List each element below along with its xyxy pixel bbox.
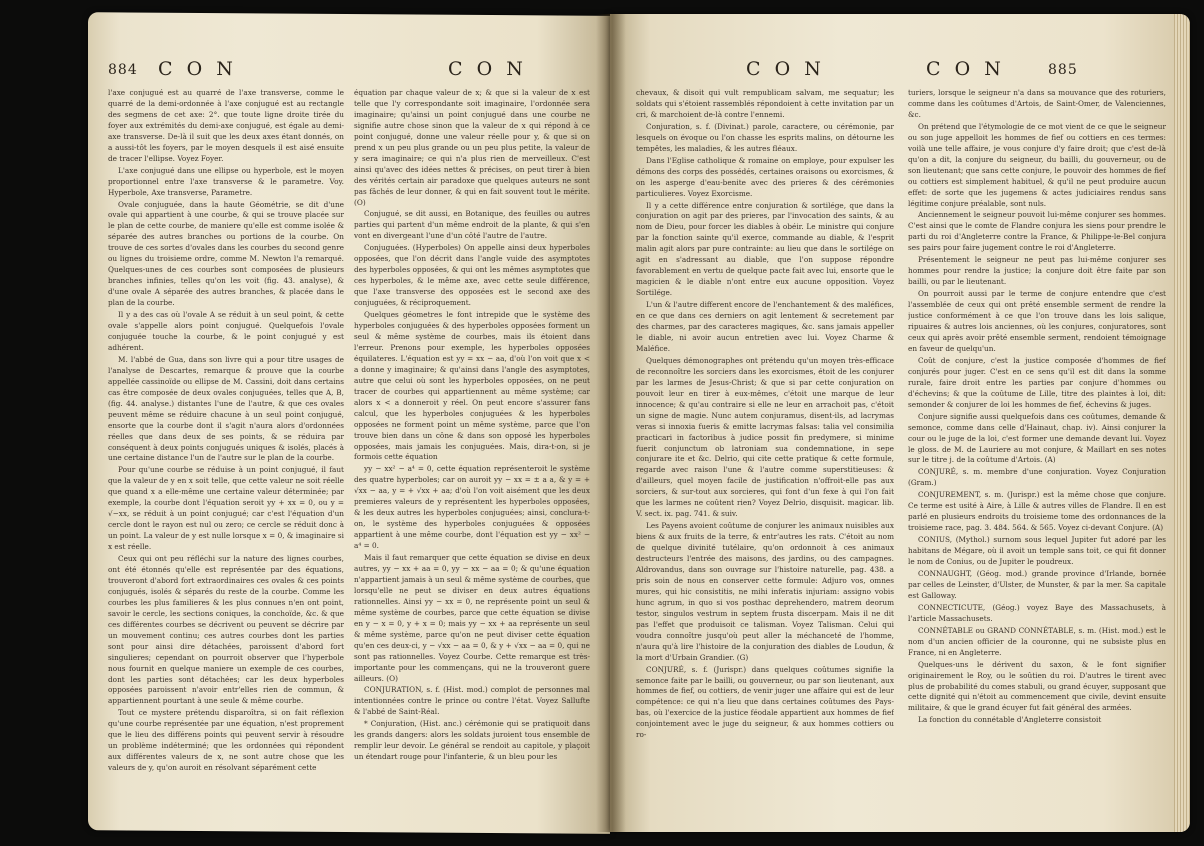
paragraph: turiers, lorsque le seigneur n'a dans sa mouvance que des roturiers, comme dans les coûtumes d'Artois, de Saint-Omer, de Valenciennes, &c. [908, 88, 1166, 119]
paragraph: l'axe conjugué est au quarré de l'axe transverse, comme le quarré de la demi-ordonnée à l'axe conjugué est au rectangle des segmens de cet axe: 2°. que toute ligne droite tirée du foyer aux extrémités du demi-axe conjugué, est égale au demi-axe transverse. De-là il suit que les deux axes étant donnés, on a aussi-tôt les foyers, par le moyen desquels il est aisé ensuite de tracer l'ellipse. Voyez Foyer. [108, 88, 344, 163]
paragraph: Présentement le seigneur ne peut pas lui-même conjurer ses hommes pour rendre la justice; la conjure doit être faite par son bailli, ou par le lieutenant. [908, 255, 1166, 287]
right-header-word-center: C O N [746, 58, 825, 80]
right-page-column-2 [908, 88, 1166, 808]
left-page-column-2 [354, 88, 590, 808]
paragraph: CONNAUGHT, (Géog. mod.) grande province d'Irlande, bornée par celles de Leinster, d'Ulster, de Munster, & par la mer. Sa capitale est Galloway. [908, 568, 1166, 600]
book-gutter [596, 14, 626, 832]
paragraph: Pour qu'une courbe se réduise à un point conjugué, il faut que la valeur de y en x soit telle, que cette valeur ne soit réelle que quand x a elle-même une certaine valeur déterminée; par exemple, la courbe dont l'équation seroit yy + xx = 0, ou y = √−xx, se réduit à un point conjugué; car c'est l'équation d'un cercle dont le rayon est nul ou zero; ce cercle se réduit donc à un point. La valeur de y est nulle lorsque x = 0, & imaginaire si x est réelle. [108, 465, 344, 552]
paragraph: Conjuguées. (Hyperboles) On appelle ainsi deux hyperboles opposées, que l'on décrit dans l'angle vuide des asymptotes des hyperboles opposées, & qui ont les mêmes asymptotes que ces hyperboles, & le même axe, avec cette seule différence, que l'axe transverse des opposées est le second axe des conjuguées, & réciproquement. [354, 243, 590, 308]
left-page-header [108, 58, 590, 80]
right-page-column-1 [636, 88, 894, 808]
right-page-number: 885 [1048, 62, 1078, 78]
paragraph: On pourroit aussi par le terme de conjure entendre que c'est l'assemblée de ceux qui ont prêté ensemble serment de rendre la justice conformément à ce que l'on trouve dans les lois salique, ripuaires & autres lois anciennes, où les conjures, conjuratores, sont ceux qui après avoir prêté ensemble serment, rendoient témoignage en faveur de quelqu'un. [908, 289, 1166, 353]
paragraph: Quelques géometres le font intrepide que le système des hyperboles conjuguées & des hyperboles opposées forment un seul & même système de courbes, mais ils étoient dans l'erreur. Prenons pour exemple, les hyperboles opposées équilateres. L'équation est yy = xx − aa, d'où l'on voit que x < a donne y imaginaire; & qu'ainsi dans l'angle des asymptotes, autre que celui où sont les hyperboles opposées, on ne peut tracer de courbes qui appartiennent au même système; car alors x < a donneroit y réel. On peut encore s'assurer fans calcul, que les hyperboles conjuguées & les hyperboles opposées ne forment point un même système, parce que l'on trouve bien dans un cône & dans son opposé les hyperboles opposées, mais jamais les conjuguées. Mais, dira-t-on, si je formois cette équation [354, 310, 590, 462]
paragraph: Il y a des cas où l'ovale A se réduit à un seul point, & cette ovale s'appelle alors point conjugué. Quelquefois l'ovale conjuguée touche la courbe, & le point conjugué y est adhérent. [108, 310, 344, 352]
paragraph: CONJURÉ, s. f. (Jurispr.) dans quelques coûtumes signifie la semonce faite par le bailli, ou gouverneur, ou par son lieutenant, aux hommes de fief, ou cottiers, de venir juger une affaire qui est de leur compétence: ce qui n'a lieu que dans certaines coûtumes des Pays-bas, où l'exercice de la justice féodale appartient aux hommes de fief conjointement avec le juge du seigneur, & aux hommes cottiers ou ro- [636, 664, 894, 740]
paragraph: chevaux, & disoit qui vult rempublicam salvam, me sequatur; les soldats qui s'étoient rassemblés répondoient à cette invitation par un cri, & marchoient de-là contre l'ennemi. [636, 88, 894, 119]
paragraph: équation par chaque valeur de x; & que si la valeur de x est telle que l'y correspondante soit imaginaire, l'ordonnée sera imaginaire; qu'ainsi un point conjugué dans une courbe ne signifie autre chose sinon que la valeur de x qui répond à ce point conjugué, donne une valeur réelle pour y, & que si on prend x un peu plus grande ou un peu plus petite, la valeur de y sera imaginaire; ce qui n'a plus rien de merveilleux. C'est ainsi qu'avec des idées nettes & précises, on peut tirer à bien des vérités certain air paradoxe que quelques auteurs ne sont pas fâchés de leur donner, & qui en fait souvent tout le mérite. (O) [354, 88, 590, 207]
paragraph: Il y a cette différence entre conjuration & sortilége, que dans la conjuration on agit par des prieres, par l'invocation des saints, & au nom de Dieu, pour forcer les diables à obéir. Le ministre qui conjure par la fonction sainte qu'il exerce, commande au diable, & l'esprit malin agit alors par pure contrainte: au lieu que dans le sortilége on agit en s'adressant au diable, que l'on suppose répondre favorablement en vertu de quelque pacte fait avec lui, ensorte que le magicien & le diable n'ont entre eux aucune opposition. Voyez Sortilége. [636, 200, 894, 298]
paragraph: Tout ce mystere prétendu disparoîtra, si on fait réflexion qu'une courbe représentée par une équation, n'est proprement que le lieu des différens points qui peuvent servir à résoudre un problème indéterminé; que les ordonnées qui répondent aux différentes valeurs de x, ne sont autre chose que les valeurs de y, qu'on auroit en résolvant séparément cette [108, 708, 344, 773]
left-header-word-left: C O N [158, 58, 237, 80]
paragraph: L'axe conjugué dans une ellipse ou hyperbole, est le moyen proportionnel entre l'axe transverse & le parametre. Voy. Hyperbole, Axe transverse, Parametre. [108, 165, 344, 197]
paragraph: M. l'abbé de Gua, dans son livre qui a pour titre usages de l'analyse de Descartes, remarque & prouve que la courbe appellée cassinoïde ou ellipse de M. Cassini, doit dans certains cas être composée de deux ovales conjuguées, telles que A, B, (fig. 44. analyse.) distantes l'une de l'autre, & que ces ovales peuvent même se réduire chacune à un seul point conjugué, ensorte que la courbe dont il s'agit n'aura alors d'ordonnées réelles que dans deux de ses points, & se réduira par conséquent à deux points conjugués uniques & isolés, placés à une certaine distance l'un de l'autre sur le plan de la courbe. [108, 354, 344, 463]
right-page-header [636, 58, 1166, 80]
paragraph: La fonction du connétable d'Angleterre consistoit [918, 715, 1102, 725]
paragraph: CONJURATION, s. f. (Hist. mod.) complot de personnes mal intentionnées contre le prince ou contre l'état. Voyez Sallufte & l'abbé de Saint-Réal. [354, 685, 590, 717]
paragraph: Quelques démonographes ont prétendu qu'un moyen très-efficace de reconnoître les sorciers dans les exorcismes, étoit de les conjurer par les larmes de Jesus-Christ; & que si par cette conjuration on pouvoit leur en tirer à eux-mêmes, c'étoit une marque de leur innocence; & qu'au contraire si elle ne leur en arrachoit pas, c'étoit un signe de magie. Nunc autem conjuramus, disent-ils, ad lacrymas veras si innoxia fueris & emitte lacrymas falsas: talia vel consimilia practicari in factoribus à judice possit fin predymere, si minime fuerit conjunctum ob latroniam sua condemnatione, in sepe conjurare ite et &c. Delrio, qui cite cette pratique & cette formule, regarde avec raison l'une & l'autre comme superstitieuses: & d'ailleurs, quel moyen facile de justification n'offroit-elle pas aux sorciers, & sur-tout aux sorcieres, qui font d'un fexe à qui l'on fait que les larmes ne coûtent rien? Voyez Delrio, disquisit. magicar. lib. V. sect. ix. pag. 741. & suiv. [636, 355, 894, 519]
paragraph: Ceux qui ont peu réfléchi sur la nature des lignes courbes, ont été étonnés qu'elle est représentée par des équations, trouveront d'abord fort extraordinaires ces ovales & ces points conjugués, isolés & séparés du reste de la courbe. Comme les courbes les plus familieres & les plus connues n'en ont point, savoir le cercle, les sections coniques, la conchoïde, &c. & que ces différentes courbes se décrivent ou peuvent se décrire par un mouvement continu; ces autres courbes dont les parties sont pour ainsi dire détachées, paroissent d'abord fort singulieres; cependant on pourroit observer que l'hyperbole nous fournit en quelque maniere un exemple de ces courbes, dont les parties sont détachées; car les deux hyperboles opposées paroissent n'avoir entr'elles rien de commun, & appartiennent pourtant à une seule & même courbe. [108, 554, 344, 706]
paragraph: Conjuration, s. f. (Divinat.) parole, caractere, ou cérémonie, par lesquels on évoque ou l'on chasse les esprits malins, on détourne les tempêtes, les maladies, & les autres fléaux. [636, 121, 894, 153]
paragraph: Anciennement le seigneur pouvoit lui-même conjurer ses hommes. C'est ainsi que le comte de Flandre conjura les siens pour prendre le parti du roi d'Angleterre contre la France, & Philippe-le-Bel conjura ses pairs pour faire jugement contre le roi d'Angleterre. [908, 210, 1166, 253]
left-page-column-1 [108, 88, 344, 808]
paragraph: Ovale conjuguée, dans la haute Géométrie, se dit d'une ovale qui appartient à une courbe, & qui se trouve placée sur le plan de cette courbe, de maniere qu'elle est comme isolée & séparée des autres branches ou portions de la courbe. On trouve de ces sortes d'ovales dans les courbes du second genre ou lignes du troisieme ordre, comme M. Newton l'a remarqué. Quelques-unes de ces courbes sont composées de plusieurs branches infinies, telles qu'on les voit (fig. 43. analyse), & d'une ovale A séparée des autres branches, & placée dans le plan de la courbe. [108, 199, 344, 308]
paragraph: Dans l'Eglise catholique & romaine on employe, pour expulser les démons des corps des possédés, certaines oraisons ou exorcismes, & on les asperge d'eau-benite avec des prieres & des cérémonies particulieres. Voyez Exorcisme. [636, 155, 894, 198]
paragraph: CONJURÉ, s. m. membre d'une conjuration. Voyez Conjuration (Gram.) [908, 467, 1166, 488]
paragraph: CONNÉTABLE ou GRAND CONNÉTABLE, s. m. (Hist. mod.) est le nom d'un ancien officier de la couronne, qui ne subsiste plus en France, ni en Angleterre. [908, 625, 1166, 657]
paragraph: yy − xx² − a⁴ = 0, cette équation représenteroit le système des quatre hyperboles; car on auroit yy − xx = ± a a, & y = + √xx − aa, y = + √xx + aa; d'où l'on voit aisément que les deux premieres valeurs de y représentent les hyperboles opposées, & les deux autres les hyperboles conjuguées; ainsi, conclura-t-on, le système des hyperboles conjuguées & opposées appartient à une même courbe, dont l'équation est yy − xx² − a⁴ = 0. [354, 464, 590, 551]
paragraph: CONJUREMENT, s. m. (Jurispr.) est la même chose que conjure. Ce terme est usité à Aire, à Lille & autres villes de Flandre. Il en est parlé en plusieurs endroits du troisieme tome des ordonnances de la troisieme race, pag. 3. 484. 564. & 565. Voyez ci-devant Conjure. (A) [908, 490, 1166, 533]
paragraph: L'un & l'autre different encore de l'enchantement & des maléfices, en ce que dans ces derniers on agit lentement & secretement par des charmes, par des caracteres magiques, &c. sans jamais appeller le diable, ni avoir aucun entretien avec lui. Voyez Charme & Maléfice. [636, 300, 894, 353]
paragraph: Conjure signifie aussi quelquefois dans ces coûtumes, demande & semonce, comme dans celle d'Hainaut, chap. iv). Ainsi conjurer la cour ou le juge de la loi, c'est former une demande devant lui. Voyez le gloss. de M. de Lauriere au mot conjure, & Maillart en ses notes sur le titre j. de la coûtume d'Artois. (A) [908, 411, 1166, 465]
paragraph: CONNECTICUTE, (Géog.) voyez Baye des Massachusets, à l'article Massachusets. [908, 602, 1166, 623]
paragraph: On prétend que l'étymologie de ce mot vient de ce que le seigneur ou son juge appelloit les hommes de fief ou cottiers en ces termes: voilà une telle affaire, je vous conjure d'y faire droit; que c'est de-là qu'on a dit, la conjure du seigneur, du bailli, du gouverneur, ou de son lieutenant; que sans cette conjure, le pouvoir des hommes de fief ou cottiers est simplement habituel, & qu'il ne peut produire aucun effet: de sorte que les jugemens & actes judiciaires rendus sans légitime conjure préalable, sont nuls. [908, 121, 1166, 208]
right-header-word-right: C O N [926, 58, 1005, 80]
left-page-number: 884 [108, 62, 138, 78]
paragraph: Mais il faut remarquer que cette équation se divise en deux autres, yy − xx + aa = 0, yy − xx − aa = 0; & qu'une équation n'appartient jamais à un seul & même système de courbes, que lorsqu'elle ne peut se diviser en deux autres équations rationnelles. Ainsi yy − xx = 0, ne représente point un seul & même système de courbes, parce que cette équation se divise en y − x = 0, y + x = 0; mais yy − xx + aa représente un seul & même système, parce qu'on ne peut diviser cette équation qu'en ces deux-ci, y − √xx − aa = 0, & y + √xx − aa = 0, qui ne sont pas rationnelles. Voyez Courbe. Cette remarque est très-importante pour les commençans, qui ne la trouveront guere ailleurs. (O) [354, 553, 590, 683]
paragraph: CONIUS, (Mythol.) surnom sous lequel Jupiter fut adoré par les habitans de Mégare, où il avoit un temple sans toit, ce qui fit donner le nom de Conius, ou de Jupiter le poudreux. [908, 535, 1166, 567]
paragraph: Les Payens avoient coûtume de conjurer les animaux nuisibles aux biens & aux fruits de la terre, & entr'autres les rats. C'étoit au nom de quelque divinité tutélaire, qu'on ordonnoit à ces animaux destructeurs l'entrée des maisons, des jardins, ou des campagnes. Aldrovandus, dans son ouvrage sur l'histoire naturelle, pag. 438. a pris soin de nous en conserver cette formule: Adjuro vos, omnes mures, qui hic consistitis, ne mihi inferatis injuriam: assigno vobis hunc agrum, in quo si vos posthac deprehendero, matrem deorum testor, singulos vestrum in septem frusta discerpam. Mais il ne dit pas l'effet que produisoit ce talisman. Voyez Talisman. Celui qui voudra connoître jusqu'où peut aller la méchanceté de l'homme, n'aura qu'à lire l'histoire de la conjuration des diables de Loudun, & la mort d'Urbain Grandier. (G) [636, 521, 894, 662]
paragraph: * Conjuration, (Hist. anc.) cérémonie qui se pratiquoit dans les grands dangers: alors les soldats juroient tous ensemble de remplir leur devoir. Le général se rendoit au capitole, y plaçoit un étendart rouge pour l'infanterie, & un bleu pour les [354, 719, 590, 762]
paragraph: Quelques-uns le dérivent du saxon, & le font signifier originairement le Roy, ou le soûtien du roi. D'autres le tirent avec plus de probabilité du comes stabuli, ou grand écuyer, supposant que cette dignité qui n'étoit au commencement que civile, devint ensuite militaire, & que le grand écuyer fut fait général des armées. [908, 659, 1166, 713]
left-header-word-center: C O N [448, 58, 527, 80]
paragraph: Coût de conjure, c'est la justice composée d'hommes de fief conjurés pour juger. C'est en ce sens qu'il est dit dans la somme rurale, faire droit entre les parties par conjure d'hommes ou d'échevins; & que la coûtume de Lille, titre des plaintes à loi, dit: semonder & conjurer de loi les hommes de fief, échevins & juges. [908, 355, 1166, 409]
paragraph: Conjugué, se dit aussi, en Botanique, des feuilles ou autres parties qui partent d'un même endroit de la plante, & qui s'en vont en divergeant l'une d'un côté l'autre de l'autre. [354, 209, 590, 241]
